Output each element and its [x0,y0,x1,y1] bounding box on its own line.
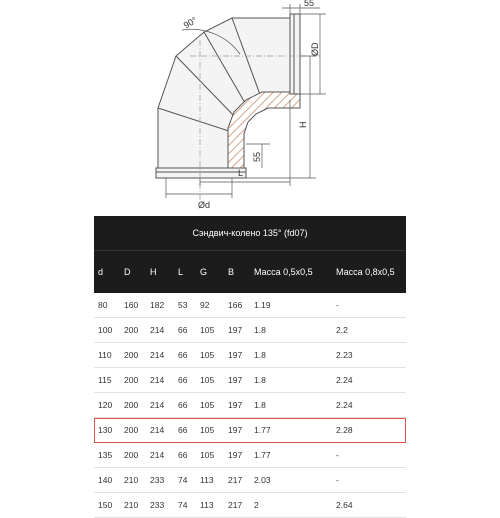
table-row [94,443,406,468]
cell-mass-08x05: 2.24 [336,375,353,385]
inner-diameter-label: Ød [198,200,211,210]
cell-D: 200 [124,325,139,335]
table-row [94,468,406,493]
height-label: H [298,121,308,128]
cell-mass-05x05: 1.77 [254,450,271,460]
cell-mass-05x05: 2 [254,500,259,510]
cell-B: 197 [228,350,243,360]
cell-G: 105 [200,425,215,435]
cell-mass-05x05: 1.19 [254,300,271,310]
table-row [94,343,406,368]
cell-d: 140 [98,475,113,485]
cell-G: 105 [200,350,215,360]
header-G: G [200,267,208,277]
cell-mass-05x05: 1.8 [254,350,266,360]
cell-mass-08x05: 2.2 [336,325,348,335]
cell-mass-08x05: - [336,450,339,460]
cell-mass-08x05: 2.23 [336,350,353,360]
table-body [94,293,406,518]
cell-B: 197 [228,450,243,460]
cell-D: 200 [124,450,139,460]
angle-label: 90° [181,14,199,31]
bottom-socket [156,168,246,178]
cell-L: 66 [178,425,188,435]
socket-dimension-label: 55 [252,151,262,162]
outer-diameter-label: ØD [310,42,320,56]
table-title: Сэндвич-колено 135° (fd07) [94,216,406,250]
cell-B: 166 [228,300,243,310]
cell-B: 197 [228,325,243,335]
cell-d: 80 [98,300,108,310]
cell-D: 200 [124,425,139,435]
cell-d: 120 [98,400,113,410]
cell-D: 200 [124,375,139,385]
cell-H: 214 [150,425,165,435]
length-label: L [238,168,244,178]
cell-mass-05x05: 1.8 [254,325,266,335]
cell-B: 197 [228,400,243,410]
cell-d: 135 [98,450,113,460]
flange-dimension [282,4,320,14]
cell-H: 214 [150,400,165,410]
cell-D: 160 [124,300,139,310]
cell-L: 74 [178,475,188,485]
header-H: H [150,267,157,277]
cell-H: 233 [150,475,165,485]
flange-dimension-label: 55 [304,0,315,8]
cell-L: 53 [178,300,188,310]
table-row [94,393,406,418]
cell-d: 110 [98,350,112,360]
cell-d: 115 [98,375,112,385]
cell-H: 182 [150,300,165,310]
table-row [94,318,406,343]
cell-D: 200 [124,350,139,360]
cell-G: 113 [200,475,214,485]
cell-d: 130 [98,425,113,435]
elbow-technical-drawing [0,0,500,215]
cell-D: 210 [124,475,139,485]
cell-mass-08x05: 2.64 [336,500,353,510]
cell-mass-05x05: 2.03 [254,475,271,485]
table-row [94,418,406,443]
cell-B: 217 [228,475,243,485]
cell-B: 197 [228,375,243,385]
header-D: D [124,267,131,277]
spec-table [94,216,406,518]
cell-L: 66 [178,375,188,385]
header-mass-08x05: Масса 0,8х0,5 [336,267,395,277]
cell-mass-05x05: 1.8 [254,400,266,410]
cell-mass-08x05: - [336,300,339,310]
header-mass-05x05: Масса 0,5х0,5 [254,267,313,277]
inner-diameter-dimension [166,178,232,198]
cell-H: 214 [150,450,165,460]
cell-mass-05x05: 1.8 [254,375,266,385]
table-header-row [94,250,406,293]
cell-H: 214 [150,325,165,335]
cell-d: 150 [98,500,113,510]
cell-G: 113 [200,500,214,510]
cell-H: 233 [150,500,165,510]
header-B: B [228,267,235,277]
cell-mass-08x05: 2.24 [336,400,353,410]
cell-G: 105 [200,450,215,460]
cell-D: 200 [124,400,139,410]
table-row [94,493,406,518]
cell-B: 217 [228,500,243,510]
cell-G: 92 [200,300,210,310]
table-row [94,368,406,393]
cell-L: 66 [178,400,188,410]
cell-L: 66 [178,325,188,335]
cell-d: 100 [98,325,113,335]
cell-G: 105 [200,400,215,410]
cell-L: 66 [178,450,188,460]
cell-G: 105 [200,325,215,335]
cell-mass-08x05: 2.28 [336,425,353,435]
cell-mass-08x05: - [336,475,339,485]
cell-L: 66 [178,350,188,360]
table-row [94,293,406,318]
cell-H: 214 [150,375,165,385]
cell-L: 74 [178,500,188,510]
cell-D: 210 [124,500,139,510]
cell-G: 105 [200,375,215,385]
header-d: d [98,267,104,277]
header-L: L [178,267,184,277]
cell-mass-05x05: 1.77 [254,425,271,435]
top-flange [290,14,300,94]
cell-H: 214 [150,350,165,360]
cell-B: 197 [228,425,243,435]
